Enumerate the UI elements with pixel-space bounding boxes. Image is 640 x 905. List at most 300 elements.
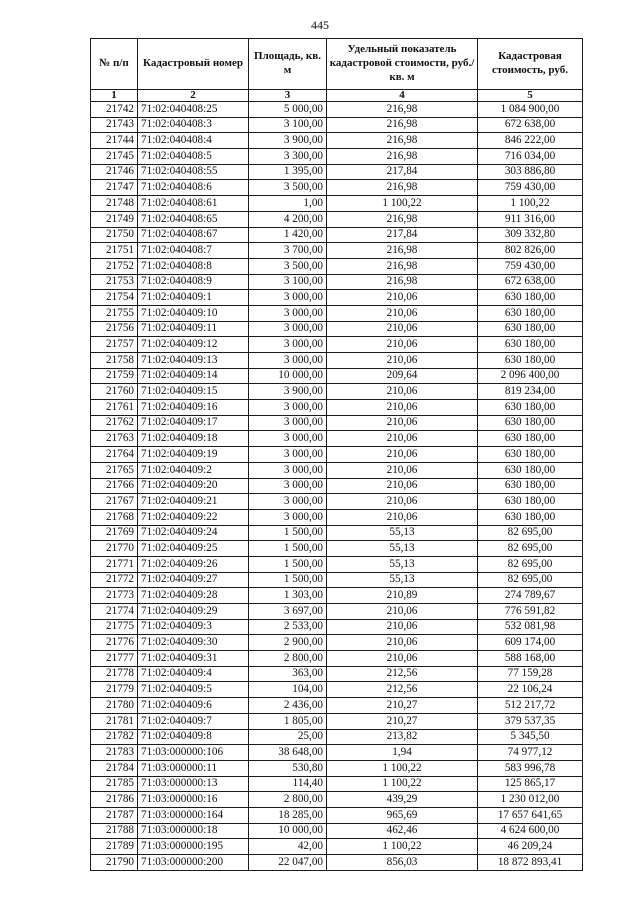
area-cell: 3 000,00 [249, 509, 327, 525]
specific-value-cell: 213,82 [327, 729, 478, 745]
cadastral-value-cell: 583 996,78 [478, 760, 583, 776]
cadastral-number-cell: 71:02:040408:3 [138, 117, 249, 133]
table-row [91, 588, 583, 604]
cadastral-number-cell: 71:02:040409:7 [138, 713, 249, 729]
area-cell: 18 285,00 [249, 807, 327, 823]
row-number-cell: 21767 [91, 494, 138, 510]
row-number-cell: 21786 [91, 792, 138, 808]
specific-value-cell: 216,98 [327, 211, 478, 227]
cadastral-number-cell: 71:03:000000:164 [138, 807, 249, 823]
specific-value-cell: 216,98 [327, 117, 478, 133]
cadastral-number-cell: 71:02:040409:26 [138, 556, 249, 572]
specific-value-cell: 210,06 [327, 462, 478, 478]
cadastral-value-cell: 630 180,00 [478, 478, 583, 494]
area-cell: 3 000,00 [249, 462, 327, 478]
row-number-cell: 21755 [91, 305, 138, 321]
table-row [91, 227, 583, 243]
area-cell: 3 500,00 [249, 258, 327, 274]
cadastral-number-cell: 71:02:040409:25 [138, 541, 249, 557]
area-cell: 2 533,00 [249, 619, 327, 635]
cadastral-value-cell: 630 180,00 [478, 494, 583, 510]
table-row [91, 305, 583, 321]
area-cell: 3 000,00 [249, 353, 327, 369]
specific-value-cell: 55,13 [327, 556, 478, 572]
cadastral-number-cell: 71:03:000000:18 [138, 823, 249, 839]
cadastral-number-cell: 71:02:040409:12 [138, 337, 249, 353]
specific-value-cell: 462,46 [327, 823, 478, 839]
specific-value-cell: 212,56 [327, 666, 478, 682]
header-cadastral-value: Кадастровая стоимость, руб. [478, 39, 583, 90]
specific-value-cell: 210,06 [327, 604, 478, 620]
table-row [91, 525, 583, 541]
cadastral-value-cell: 630 180,00 [478, 305, 583, 321]
specific-value-cell: 209,64 [327, 368, 478, 384]
cadastral-value-cell: 630 180,00 [478, 337, 583, 353]
row-number-cell: 21787 [91, 807, 138, 823]
table-row [91, 855, 583, 871]
specific-value-cell: 216,98 [327, 102, 478, 118]
cadastral-number-cell: 71:02:040408:6 [138, 180, 249, 196]
table-row [91, 321, 583, 337]
column-index: 2 [138, 90, 249, 102]
header-row-number: № п/п [91, 39, 138, 90]
cadastral-value-cell: 18 872 893,41 [478, 855, 583, 871]
area-cell: 2 800,00 [249, 651, 327, 667]
cadastral-value-cell: 846 222,00 [478, 133, 583, 149]
row-number-cell: 21776 [91, 635, 138, 651]
row-number-cell: 21746 [91, 164, 138, 180]
cadastral-number-cell: 71:02:040408:7 [138, 243, 249, 259]
table-row [91, 776, 583, 792]
cadastral-number-cell: 71:03:000000:13 [138, 776, 249, 792]
cadastral-number-cell: 71:02:040409:19 [138, 447, 249, 463]
area-cell: 4 200,00 [249, 211, 327, 227]
specific-value-cell: 210,06 [327, 509, 478, 525]
cadastral-number-cell: 71:02:040408:8 [138, 258, 249, 274]
specific-value-cell: 210,06 [327, 305, 478, 321]
area-cell: 42,00 [249, 839, 327, 855]
table-row [91, 713, 583, 729]
table-row [91, 635, 583, 651]
table-row [91, 415, 583, 431]
specific-value-cell: 210,06 [327, 384, 478, 400]
area-cell: 38 648,00 [249, 745, 327, 761]
area-cell: 5 000,00 [249, 102, 327, 118]
area-cell: 104,00 [249, 682, 327, 698]
cadastral-number-cell: 71:02:040408:67 [138, 227, 249, 243]
page-number: 445 [311, 18, 329, 32]
specific-value-cell: 210,06 [327, 447, 478, 463]
row-number-cell: 21788 [91, 823, 138, 839]
area-cell: 2 800,00 [249, 792, 327, 808]
table-row [91, 117, 583, 133]
table-row [91, 509, 583, 525]
row-number-cell: 21765 [91, 462, 138, 478]
area-cell: 3 000,00 [249, 400, 327, 416]
row-number-cell: 21783 [91, 745, 138, 761]
cadastral-value-cell: 630 180,00 [478, 321, 583, 337]
specific-value-cell: 216,98 [327, 133, 478, 149]
cadastral-value-cell: 630 180,00 [478, 462, 583, 478]
area-cell: 530,80 [249, 760, 327, 776]
area-cell: 3 000,00 [249, 290, 327, 306]
cadastral-value-cell: 1 100,22 [478, 196, 583, 212]
row-number-cell: 21761 [91, 400, 138, 416]
cadastral-value-cell: 1 084 900,00 [478, 102, 583, 118]
cadastral-number-cell: 71:03:000000:16 [138, 792, 249, 808]
column-index: 1 [91, 90, 138, 102]
specific-value-cell: 210,06 [327, 415, 478, 431]
row-number-cell: 21770 [91, 541, 138, 557]
specific-value-cell: 55,13 [327, 541, 478, 557]
cadastral-value-cell: 672 638,00 [478, 274, 583, 290]
cadastral-value-cell: 82 695,00 [478, 572, 583, 588]
cadastral-value-cell: 512 217,72 [478, 698, 583, 714]
column-index: 3 [249, 90, 327, 102]
table-row [91, 682, 583, 698]
area-cell: 3 700,00 [249, 243, 327, 259]
area-cell: 3 000,00 [249, 305, 327, 321]
row-number-cell: 21782 [91, 729, 138, 745]
cadastral-value-cell: 630 180,00 [478, 353, 583, 369]
specific-value-cell: 216,98 [327, 180, 478, 196]
area-cell: 1 805,00 [249, 713, 327, 729]
specific-value-cell: 1,94 [327, 745, 478, 761]
area-cell: 1 303,00 [249, 588, 327, 604]
table-row [91, 290, 583, 306]
cadastral-value-cell: 4 624 600,00 [478, 823, 583, 839]
cadastral-number-cell: 71:02:040409:21 [138, 494, 249, 510]
cadastral-value-cell: 77 159,28 [478, 666, 583, 682]
cadastral-number-cell: 71:02:040409:29 [138, 604, 249, 620]
cadastral-number-cell: 71:02:040408:25 [138, 102, 249, 118]
area-cell: 3 500,00 [249, 180, 327, 196]
table-row [91, 839, 583, 855]
table-row [91, 211, 583, 227]
row-number-cell: 21781 [91, 713, 138, 729]
area-cell: 2 900,00 [249, 635, 327, 651]
cadastral-number-cell: 71:02:040409:17 [138, 415, 249, 431]
cadastral-value-cell: 630 180,00 [478, 400, 583, 416]
table-row [91, 792, 583, 808]
specific-value-cell: 1 100,22 [327, 760, 478, 776]
cadastral-value-cell: 630 180,00 [478, 415, 583, 431]
cadastral-value-cell: 274 789,67 [478, 588, 583, 604]
cadastral-number-cell: 71:02:040409:27 [138, 572, 249, 588]
cadastral-value-cell: 759 430,00 [478, 258, 583, 274]
area-cell: 1,00 [249, 196, 327, 212]
area-cell: 1 420,00 [249, 227, 327, 243]
row-number-cell: 21766 [91, 478, 138, 494]
cadastral-value-cell: 630 180,00 [478, 290, 583, 306]
cadastral-number-cell: 71:02:040409:16 [138, 400, 249, 416]
cadastral-number-cell: 71:02:040409:30 [138, 635, 249, 651]
cadastral-value-cell: 1 230 012,00 [478, 792, 583, 808]
row-number-cell: 21749 [91, 211, 138, 227]
cadastral-number-cell: 71:02:040409:5 [138, 682, 249, 698]
specific-value-cell: 210,06 [327, 400, 478, 416]
table-row [91, 572, 583, 588]
header-specific-value: Удельный показатель кадастровой стоимости, руб./кв. м [327, 39, 478, 90]
cadastral-value-cell: 2 096 400,00 [478, 368, 583, 384]
cadastral-number-cell: 71:03:000000:11 [138, 760, 249, 776]
row-number-cell: 21742 [91, 102, 138, 118]
row-number-cell: 21753 [91, 274, 138, 290]
row-number-cell: 21763 [91, 431, 138, 447]
area-cell: 3 000,00 [249, 337, 327, 353]
cadastral-value-cell: 125 865,17 [478, 776, 583, 792]
table-row [91, 133, 583, 149]
cadastral-value-table [90, 38, 583, 871]
row-number-cell: 21745 [91, 149, 138, 165]
area-cell: 3 000,00 [249, 494, 327, 510]
table-row [91, 258, 583, 274]
cadastral-value-cell: 630 180,00 [478, 509, 583, 525]
specific-value-cell: 216,98 [327, 274, 478, 290]
specific-value-cell: 210,27 [327, 713, 478, 729]
cadastral-value-cell: 532 081,98 [478, 619, 583, 635]
cadastral-number-cell: 71:03:000000:195 [138, 839, 249, 855]
cadastral-number-cell: 71:02:040409:14 [138, 368, 249, 384]
specific-value-cell: 216,98 [327, 243, 478, 259]
row-number-cell: 21751 [91, 243, 138, 259]
cadastral-value-cell: 819 234,00 [478, 384, 583, 400]
cadastral-number-cell: 71:02:040409:28 [138, 588, 249, 604]
cadastral-number-cell: 71:02:040409:22 [138, 509, 249, 525]
row-number-cell: 21747 [91, 180, 138, 196]
cadastral-number-cell: 71:02:040409:15 [138, 384, 249, 400]
row-number-cell: 21775 [91, 619, 138, 635]
area-cell: 114,40 [249, 776, 327, 792]
area-cell: 3 900,00 [249, 384, 327, 400]
cadastral-value-cell: 82 695,00 [478, 525, 583, 541]
table-row [91, 400, 583, 416]
specific-value-cell: 210,06 [327, 353, 478, 369]
row-number-cell: 21754 [91, 290, 138, 306]
table-row [91, 164, 583, 180]
row-number-cell: 21779 [91, 682, 138, 698]
table-row [91, 462, 583, 478]
area-cell: 2 436,00 [249, 698, 327, 714]
table-row [91, 541, 583, 557]
cadastral-value-cell: 609 174,00 [478, 635, 583, 651]
area-cell: 10 000,00 [249, 823, 327, 839]
column-index: 5 [478, 90, 583, 102]
cadastral-number-cell: 71:02:040409:4 [138, 666, 249, 682]
area-cell: 3 000,00 [249, 321, 327, 337]
specific-value-cell: 55,13 [327, 525, 478, 541]
specific-value-cell: 210,06 [327, 478, 478, 494]
cadastral-value-cell: 630 180,00 [478, 431, 583, 447]
cadastral-value-cell: 74 977,12 [478, 745, 583, 761]
row-number-cell: 21757 [91, 337, 138, 353]
row-number-cell: 21771 [91, 556, 138, 572]
table-row [91, 807, 583, 823]
specific-value-cell: 210,06 [327, 321, 478, 337]
specific-value-cell: 210,06 [327, 337, 478, 353]
row-number-cell: 21759 [91, 368, 138, 384]
header-cadastral-number: Кадастровый номер [138, 39, 249, 90]
cadastral-value-cell: 46 209,24 [478, 839, 583, 855]
row-number-cell: 21743 [91, 117, 138, 133]
row-number-cell: 21752 [91, 258, 138, 274]
cadastral-value-cell: 588 168,00 [478, 651, 583, 667]
cadastral-number-cell: 71:02:040408:4 [138, 133, 249, 149]
cadastral-number-cell: 71:02:040408:5 [138, 149, 249, 165]
specific-value-cell: 1 100,22 [327, 776, 478, 792]
area-cell: 1 500,00 [249, 541, 327, 557]
table-row [91, 102, 583, 118]
column-index-row [91, 90, 583, 102]
row-number-cell: 21744 [91, 133, 138, 149]
specific-value-cell: 210,89 [327, 588, 478, 604]
table-row [91, 556, 583, 572]
specific-value-cell: 55,13 [327, 572, 478, 588]
area-cell: 3 900,00 [249, 133, 327, 149]
row-number-cell: 21772 [91, 572, 138, 588]
cadastral-number-cell: 71:02:040409:31 [138, 651, 249, 667]
row-number-cell: 21774 [91, 604, 138, 620]
area-cell: 3 000,00 [249, 415, 327, 431]
table-row [91, 384, 583, 400]
cadastral-number-cell: 71:02:040409:24 [138, 525, 249, 541]
cadastral-number-cell: 71:02:040409:13 [138, 353, 249, 369]
cadastral-number-cell: 71:02:040409:10 [138, 305, 249, 321]
table-row [91, 619, 583, 635]
specific-value-cell: 210,06 [327, 635, 478, 651]
specific-value-cell: 210,06 [327, 290, 478, 306]
cadastral-number-cell: 71:02:040409:18 [138, 431, 249, 447]
cadastral-value-cell: 776 591,82 [478, 604, 583, 620]
area-cell: 3 100,00 [249, 117, 327, 133]
table-row [91, 243, 583, 259]
cadastral-value-cell: 82 695,00 [478, 556, 583, 572]
row-number-cell: 21780 [91, 698, 138, 714]
table-row [91, 431, 583, 447]
table-row [91, 494, 583, 510]
table-row [91, 604, 583, 620]
area-cell: 363,00 [249, 666, 327, 682]
area-cell: 3 000,00 [249, 447, 327, 463]
row-number-cell: 21758 [91, 353, 138, 369]
table-row [91, 196, 583, 212]
cadastral-value-cell: 82 695,00 [478, 541, 583, 557]
table-row [91, 651, 583, 667]
specific-value-cell: 856,03 [327, 855, 478, 871]
area-cell: 3 000,00 [249, 431, 327, 447]
row-number-cell: 21789 [91, 839, 138, 855]
table-body [91, 102, 583, 871]
area-cell: 1 395,00 [249, 164, 327, 180]
cadastral-number-cell: 71:02:040409:8 [138, 729, 249, 745]
area-cell: 3 000,00 [249, 478, 327, 494]
cadastral-number-cell: 71:02:040409:11 [138, 321, 249, 337]
specific-value-cell: 210,06 [327, 494, 478, 510]
row-number-cell: 21760 [91, 384, 138, 400]
row-number-cell: 21790 [91, 855, 138, 871]
table-row [91, 478, 583, 494]
specific-value-cell: 216,98 [327, 258, 478, 274]
table-row [91, 149, 583, 165]
column-index: 4 [327, 90, 478, 102]
row-number-cell: 21773 [91, 588, 138, 604]
area-cell: 3 300,00 [249, 149, 327, 165]
area-cell: 22 047,00 [249, 855, 327, 871]
table-row [91, 745, 583, 761]
cadastral-value-cell: 22 106,24 [478, 682, 583, 698]
specific-value-cell: 210,06 [327, 431, 478, 447]
table-row [91, 447, 583, 463]
table-row [91, 760, 583, 776]
specific-value-cell: 439,29 [327, 792, 478, 808]
area-cell: 3 697,00 [249, 604, 327, 620]
table-row [91, 353, 583, 369]
specific-value-cell: 1 100,22 [327, 196, 478, 212]
row-number-cell: 21777 [91, 651, 138, 667]
specific-value-cell: 965,69 [327, 807, 478, 823]
table-header-row [91, 39, 583, 90]
area-cell: 1 500,00 [249, 556, 327, 572]
cadastral-number-cell: 71:02:040408:65 [138, 211, 249, 227]
cadastral-number-cell: 71:02:040408:55 [138, 164, 249, 180]
row-number-cell: 21778 [91, 666, 138, 682]
cadastral-value-cell: 911 316,00 [478, 211, 583, 227]
cadastral-number-cell: 71:02:040409:6 [138, 698, 249, 714]
row-number-cell: 21750 [91, 227, 138, 243]
cadastral-number-cell: 71:02:040408:9 [138, 274, 249, 290]
header-area: Площадь, кв. м [249, 39, 327, 90]
cadastral-number-cell: 71:02:040409:2 [138, 462, 249, 478]
area-cell: 1 500,00 [249, 572, 327, 588]
cadastral-value-cell: 303 886,80 [478, 164, 583, 180]
table-row [91, 337, 583, 353]
specific-value-cell: 217,84 [327, 164, 478, 180]
cadastral-number-cell: 71:03:000000:106 [138, 745, 249, 761]
row-number-cell: 21764 [91, 447, 138, 463]
cadastral-value-cell: 802 826,00 [478, 243, 583, 259]
cadastral-number-cell: 71:02:040409:20 [138, 478, 249, 494]
row-number-cell: 21768 [91, 509, 138, 525]
cadastral-number-cell: 71:02:040409:3 [138, 619, 249, 635]
cadastral-number-cell: 71:02:040408:61 [138, 196, 249, 212]
table-row [91, 274, 583, 290]
specific-value-cell: 212,56 [327, 682, 478, 698]
cadastral-value-cell: 759 430,00 [478, 180, 583, 196]
row-number-cell: 21756 [91, 321, 138, 337]
specific-value-cell: 217,84 [327, 227, 478, 243]
area-cell: 3 100,00 [249, 274, 327, 290]
cadastral-value-cell: 5 345,50 [478, 729, 583, 745]
row-number-cell: 21785 [91, 776, 138, 792]
cadastral-value-cell: 716 034,00 [478, 149, 583, 165]
row-number-cell: 21784 [91, 760, 138, 776]
row-number-cell: 21769 [91, 525, 138, 541]
specific-value-cell: 210,27 [327, 698, 478, 714]
cadastral-value-cell: 309 332,80 [478, 227, 583, 243]
table-row [91, 729, 583, 745]
specific-value-cell: 210,06 [327, 619, 478, 635]
specific-value-cell: 1 100,22 [327, 839, 478, 855]
cadastral-number-cell: 71:03:000000:200 [138, 855, 249, 871]
cadastral-value-cell: 672 638,00 [478, 117, 583, 133]
table-row [91, 823, 583, 839]
area-cell: 10 000,00 [249, 368, 327, 384]
row-number-cell: 21748 [91, 196, 138, 212]
cadastral-number-cell: 71:02:040409:1 [138, 290, 249, 306]
row-number-cell: 21762 [91, 415, 138, 431]
cadastral-value-cell: 17 657 641,65 [478, 807, 583, 823]
area-cell: 25,00 [249, 729, 327, 745]
